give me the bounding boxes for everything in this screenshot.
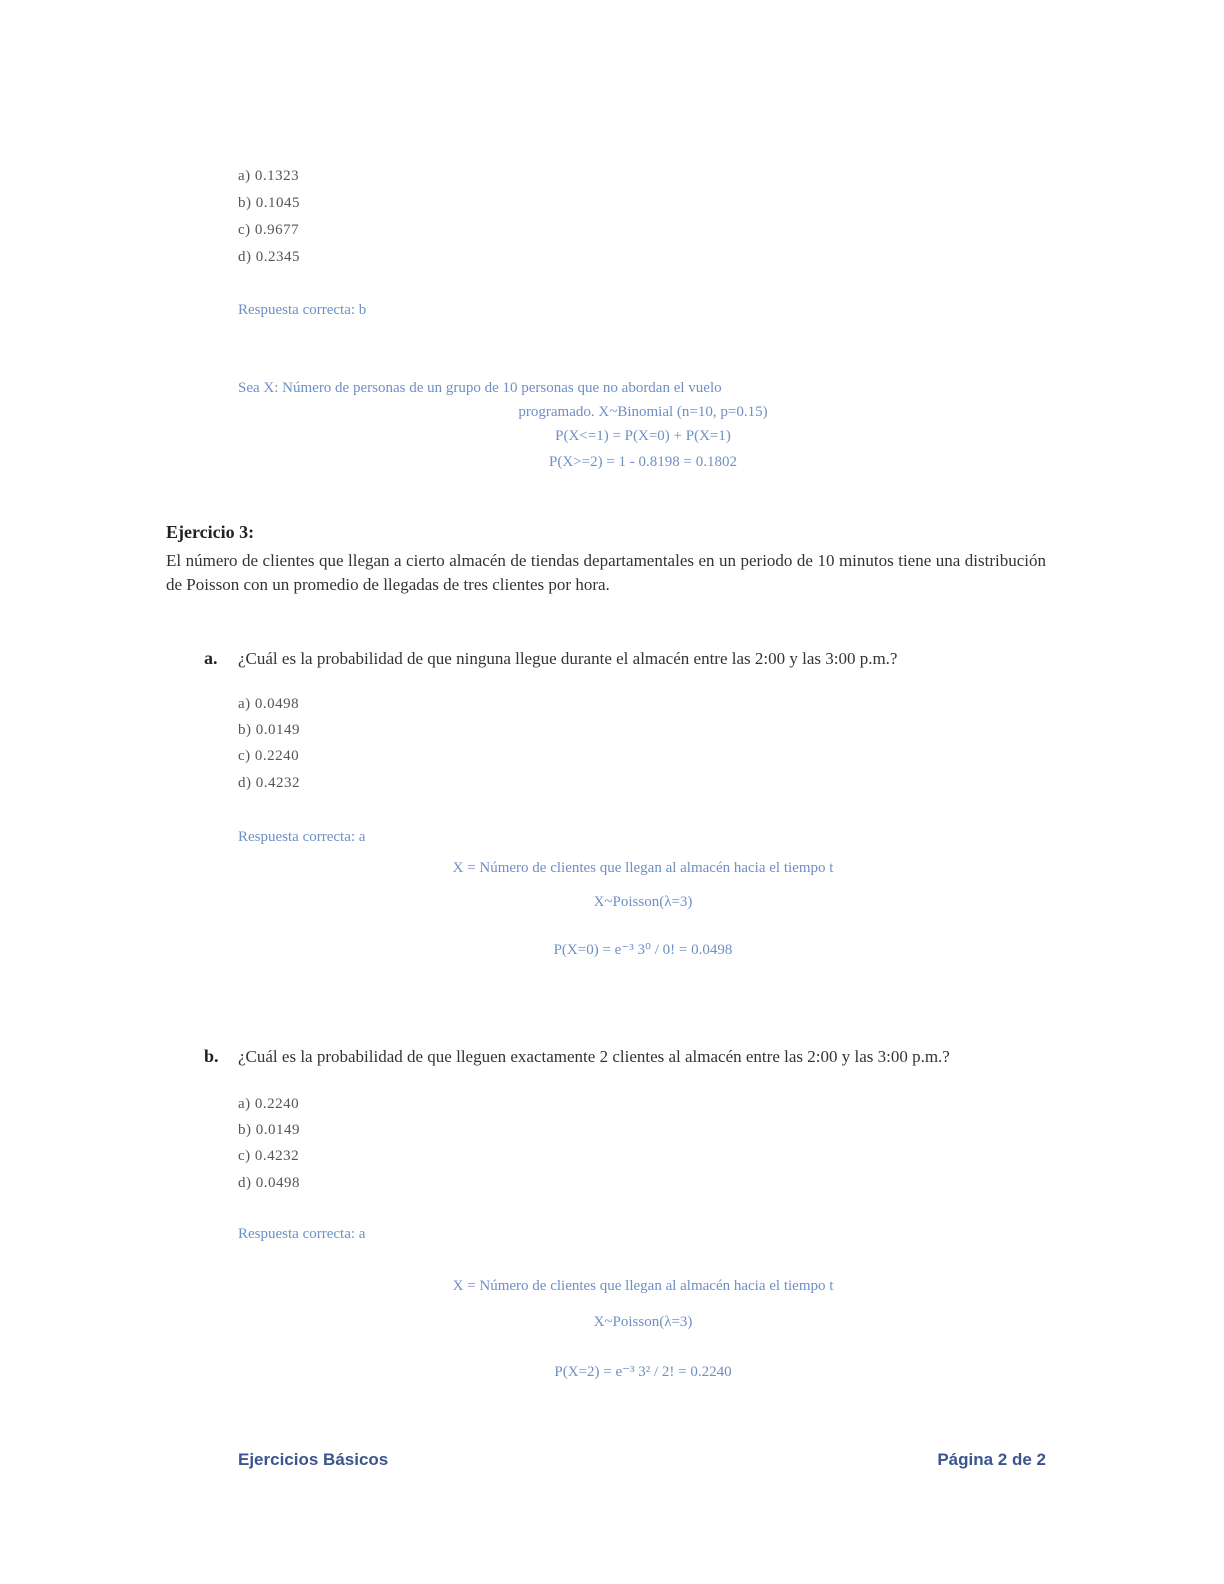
option-b: b) 0.0149 xyxy=(238,722,300,738)
option-a: a) 0.0498 xyxy=(238,696,300,712)
solution-formula: P(X=0) = e⁻³ 3⁰ / 0! = 0.0498 xyxy=(553,942,733,958)
option-d: d) 0.2345 xyxy=(238,249,300,265)
option-c: c) 0.2240 xyxy=(238,748,300,764)
question-letter: b. xyxy=(204,1046,219,1066)
solution-formula: P(X=2) = e⁻³ 3² / 2! = 0.2240 xyxy=(554,1364,732,1380)
option-d: d) 0.0498 xyxy=(238,1175,300,1191)
option-b: b) 0.1045 xyxy=(238,195,300,211)
option-a: a) 0.1323 xyxy=(238,168,300,184)
solution-line: X = Número de clientes que llegan al almacén hacia el tiempo t xyxy=(452,1278,834,1294)
solution-formula: X~Poisson(λ=3) xyxy=(593,1314,693,1330)
option-c: c) 0.4232 xyxy=(238,1148,300,1164)
solution-formula: P(X>=2) = 1 - 0.8198 = 0.1802 xyxy=(549,454,737,470)
option-a: a) 0.2240 xyxy=(238,1096,300,1112)
option-b: b) 0.0149 xyxy=(238,1122,300,1138)
answer-text: Respuesta correcta: b xyxy=(238,302,367,318)
question-letter: a. xyxy=(204,648,218,668)
solution-line: programado. X~Binomial (n=10, p=0.15) xyxy=(518,404,768,420)
question-text: ¿Cuál es la probabilidad de que lleguen exactamente 2 clientes al almacén entre las 2:00 y las 3:00 p.m.? xyxy=(238,1047,950,1066)
exercise-statement: El número de clientes que llegan a cierto almacén de tiendas departamentales en un periodo de 10 minutos tiene una distribución de Poisson con un promedio de llegadas de tres clientes por hora. xyxy=(166,551,1046,594)
solution-line: Sea X: Número de personas de un grupo de 10 personas que no abordan el vuelo xyxy=(238,380,722,396)
solution-formula: P(X<=1) = P(X=0) + P(X=1) xyxy=(555,428,731,444)
footer-left: Ejercicios Básicos xyxy=(238,1450,389,1469)
option-c: c) 0.9677 xyxy=(238,222,300,238)
solution-formula: X~Poisson(λ=3) xyxy=(593,894,693,910)
solution-line: X = Número de clientes que llegan al almacén hacia el tiempo t xyxy=(452,860,834,876)
footer-page-number: Página 2 de 2 xyxy=(937,1450,1046,1469)
answer-text: Respuesta correcta: a xyxy=(238,829,366,845)
question-text: ¿Cuál es la probabilidad de que ninguna llegue durante el almacén entre las 2:00 y las 3:00 p.m.? xyxy=(238,649,898,668)
option-d: d) 0.4232 xyxy=(238,775,300,791)
exercise-title: Ejercicio 3: xyxy=(166,522,255,542)
answer-text: Respuesta correcta: a xyxy=(238,1226,366,1242)
